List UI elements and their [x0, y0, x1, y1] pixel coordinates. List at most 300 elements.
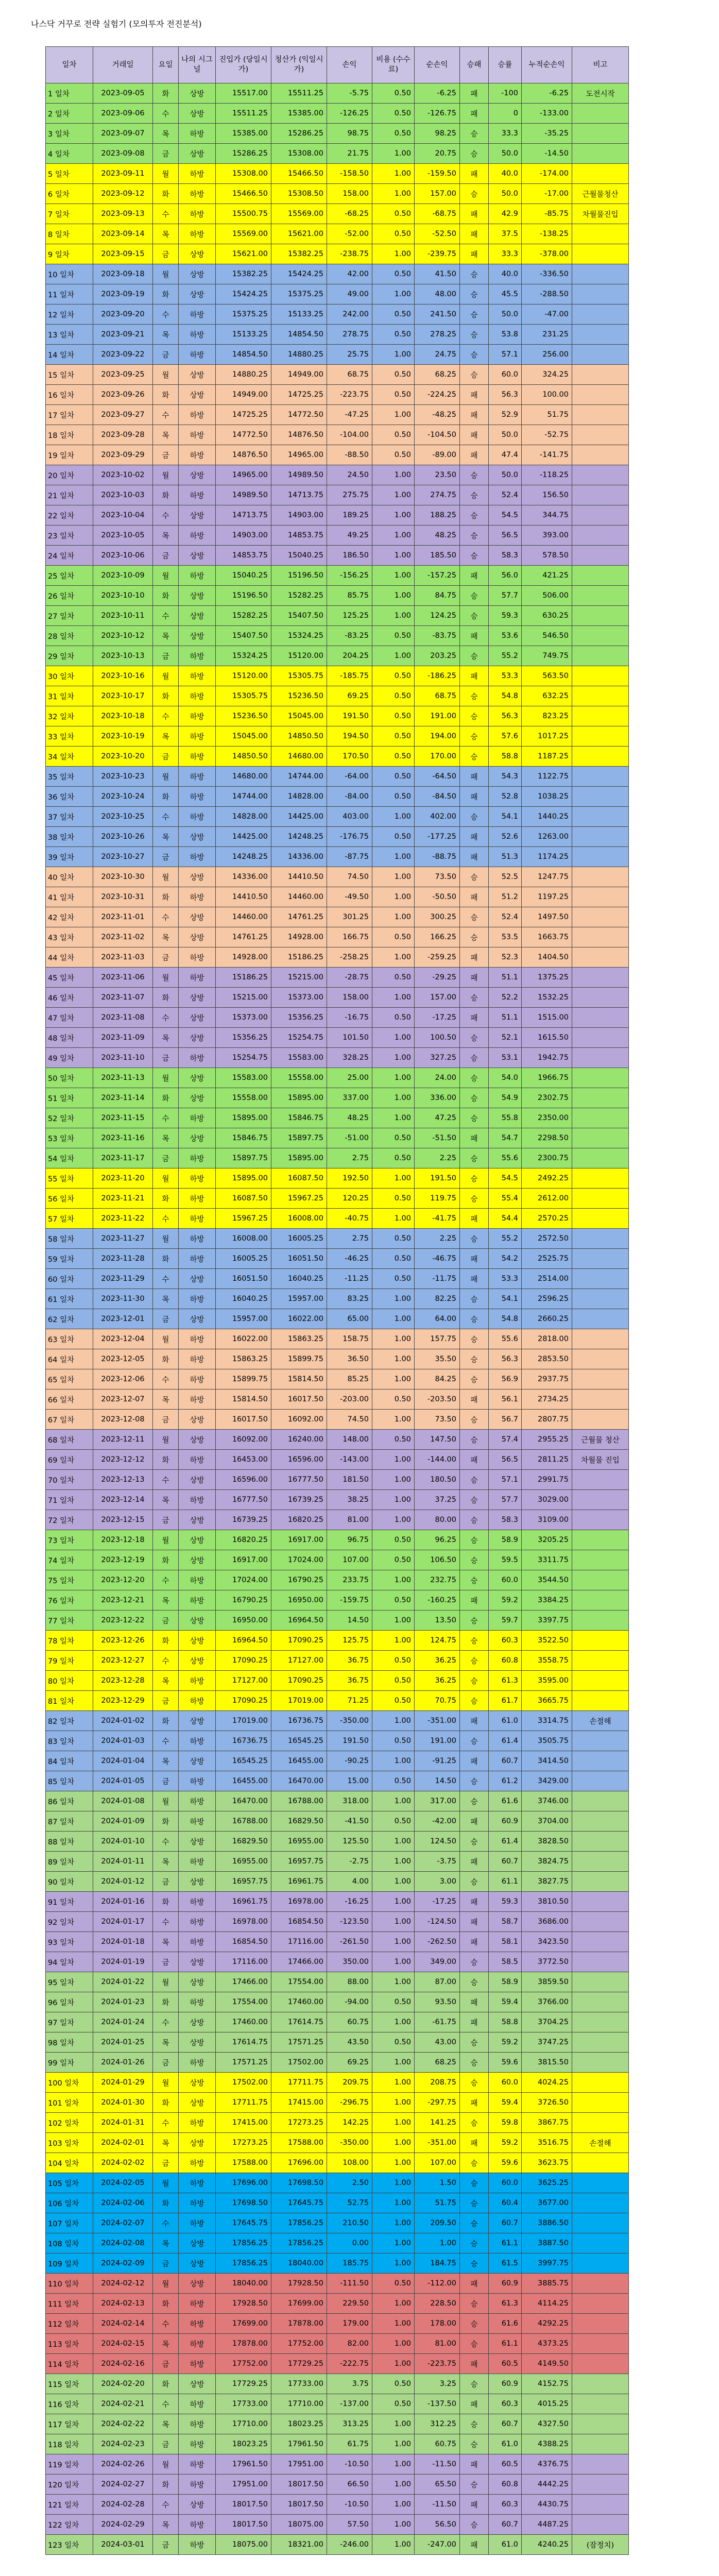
cell-weekday: 금: [153, 2053, 179, 2073]
page-title: 나스닥 거꾸로 전략 실험기 (모의투자 전진분석): [31, 19, 202, 29]
cell-net-pnl: 184.75: [415, 2253, 460, 2274]
cell-remarks: [572, 2434, 629, 2454]
cell-win-loss: 승: [460, 264, 489, 284]
table-row: [46, 566, 629, 586]
cell-day: 94 일차: [46, 1952, 93, 1972]
cell-signal: 상방: [179, 1832, 216, 1852]
cell-win-loss: 패: [460, 1892, 489, 1912]
cell-exit-price: 14460.00: [271, 887, 327, 907]
cell-exit-price: 17710.00: [271, 2394, 327, 2414]
cell-cumulative-pnl: 1122.75: [522, 767, 572, 787]
cell-win-loss: 패: [460, 1932, 489, 1952]
cell-day: 45 일차: [46, 968, 93, 988]
cell-trade-date: 2023-09-21: [93, 325, 153, 345]
cell-day: 31 일차: [46, 686, 93, 706]
cell-exit-price: 14903.00: [271, 505, 327, 526]
cell-cumulative-pnl: 546.50: [522, 626, 572, 646]
cell-cost: 1.00: [372, 1912, 415, 1932]
cell-exit-price: 17024.00: [271, 1550, 327, 1570]
cell-cost: 1.00: [372, 345, 415, 365]
cell-cost: 0.50: [372, 968, 415, 988]
table-row: [46, 1952, 629, 1972]
cell-win-loss: 승: [460, 505, 489, 526]
cell-win-loss: 패: [460, 968, 489, 988]
cell-signal: 하방: [179, 1249, 216, 1269]
cell-exit-price: 17502.00: [271, 2053, 327, 2073]
cell-pnl: -137.00: [327, 2394, 372, 2414]
cell-remarks: [572, 586, 629, 606]
cell-pnl: 61.75: [327, 2434, 372, 2454]
cell-entry-price: 14680.00: [216, 767, 271, 787]
cell-cost: 1.00: [372, 465, 415, 485]
cell-win-rate: 59.7: [489, 1611, 522, 1631]
cell-day: 5 일차: [46, 164, 93, 184]
cell-day: 101 일차: [46, 2093, 93, 2113]
cell-cost: 1.00: [372, 947, 415, 968]
cell-trade-date: 2023-10-20: [93, 747, 153, 767]
cell-weekday: 수: [153, 2113, 179, 2133]
cell-trade-date: 2023-12-27: [93, 1651, 153, 1671]
cell-pnl: -222.75: [327, 2354, 372, 2374]
cell-cost: 1.00: [372, 1872, 415, 1892]
cell-net-pnl: 36.25: [415, 1671, 460, 1691]
cell-remarks: [572, 787, 629, 807]
cell-cost: 1.00: [372, 1490, 415, 1510]
cell-pnl: -5.75: [327, 83, 372, 104]
cell-weekday: 수: [153, 1651, 179, 1671]
cell-win-loss: 승: [460, 2475, 489, 2495]
cell-trade-date: 2023-11-28: [93, 1249, 153, 1269]
cell-win-loss: 승: [460, 365, 489, 385]
cell-cumulative-pnl: 156.50: [522, 485, 572, 505]
cell-win-rate: 57.7: [489, 586, 522, 606]
cell-net-pnl: 60.75: [415, 2434, 460, 2454]
cell-trade-date: 2024-01-04: [93, 1751, 153, 1771]
cell-win-loss: 패: [460, 1711, 489, 1731]
cell-cost: 1.00: [372, 2414, 415, 2434]
cell-weekday: 목: [153, 626, 179, 646]
cell-entry-price: 17878.00: [216, 2334, 271, 2354]
cell-day: 121 일차: [46, 2495, 93, 2515]
cell-cost: 1.00: [372, 807, 415, 827]
cell-win-loss: 패: [460, 2454, 489, 2475]
cell-remarks: [572, 405, 629, 425]
cell-day: 50 일차: [46, 1068, 93, 1088]
cell-day: 117 일차: [46, 2414, 93, 2434]
cell-cost: 1.00: [372, 1892, 415, 1912]
cell-net-pnl: 188.25: [415, 505, 460, 526]
cell-entry-price: 15286.25: [216, 144, 271, 164]
cell-entry-price: 17554.00: [216, 1992, 271, 2012]
cell-entry-price: 17614.75: [216, 2032, 271, 2053]
cell-win-loss: 패: [460, 405, 489, 425]
cell-net-pnl: -61.75: [415, 2012, 460, 2032]
cell-pnl: 98.75: [327, 124, 372, 144]
cell-day: 46 일차: [46, 988, 93, 1008]
cell-cumulative-pnl: 3516.75: [522, 2133, 572, 2153]
cell-entry-price: 16777.50: [216, 1490, 271, 1510]
cell-signal: 하방: [179, 2053, 216, 2073]
cell-exit-price: 17696.00: [271, 2153, 327, 2173]
cell-weekday: 월: [153, 1068, 179, 1088]
cell-remarks: [572, 244, 629, 264]
table-row: [46, 244, 629, 264]
cell-cost: 1.00: [372, 1570, 415, 1590]
cell-pnl: -258.25: [327, 947, 372, 968]
cell-day: 48 일차: [46, 1028, 93, 1048]
cell-exit-price: 15373.00: [271, 988, 327, 1008]
cell-net-pnl: 24.75: [415, 345, 460, 365]
cell-signal: 상방: [179, 83, 216, 104]
cell-win-loss: 패: [460, 164, 489, 184]
cell-exit-price: 17588.00: [271, 2133, 327, 2153]
cell-win-rate: 54.8: [489, 686, 522, 706]
cell-day: 92 일차: [46, 1912, 93, 1932]
cell-exit-price: 15356.25: [271, 1008, 327, 1028]
cell-net-pnl: -177.25: [415, 827, 460, 847]
cell-pnl: 2.75: [327, 1148, 372, 1168]
cell-win-rate: 54.8: [489, 1309, 522, 1329]
cell-cost: 0.50: [372, 2274, 415, 2294]
cell-win-rate: 42.9: [489, 204, 522, 224]
cell-weekday: 금: [153, 2153, 179, 2173]
table-row: [46, 807, 629, 827]
cell-win-loss: 승: [460, 2414, 489, 2434]
cell-signal: 상방: [179, 2073, 216, 2093]
cell-entry-price: 16017.50: [216, 1410, 271, 1430]
table-row: [46, 345, 629, 365]
cell-trade-date: 2024-01-23: [93, 1992, 153, 2012]
cell-cumulative-pnl: 4388.25: [522, 2434, 572, 2454]
cell-trade-date: 2023-11-09: [93, 1028, 153, 1048]
table-row: [46, 2012, 629, 2032]
cell-pnl: 209.75: [327, 2073, 372, 2093]
cell-weekday: 금: [153, 2354, 179, 2374]
cell-cumulative-pnl: 3623.75: [522, 2153, 572, 2173]
cell-net-pnl: 65.50: [415, 2475, 460, 2495]
cell-cumulative-pnl: 3746.00: [522, 1791, 572, 1811]
cell-cost: 1.00: [372, 2193, 415, 2213]
cell-win-loss: 승: [460, 1550, 489, 1570]
cell-win-loss: 승: [460, 1229, 489, 1249]
cell-exit-price: 15186.25: [271, 947, 327, 968]
cell-cumulative-pnl: 1174.25: [522, 847, 572, 867]
cell-win-loss: 승: [460, 1430, 489, 1450]
cell-cumulative-pnl: 3625.25: [522, 2173, 572, 2193]
cell-win-loss: 패: [460, 566, 489, 586]
cell-trade-date: 2024-01-10: [93, 1832, 153, 1852]
cell-net-pnl: -137.50: [415, 2394, 460, 2414]
cell-remarks: [572, 847, 629, 867]
cell-signal: 상방: [179, 1470, 216, 1490]
table-row: [46, 2093, 629, 2113]
cell-day: 25 일차: [46, 566, 93, 586]
cell-net-pnl: 232.75: [415, 1570, 460, 1590]
cell-net-pnl: -259.25: [415, 947, 460, 968]
cell-net-pnl: -68.75: [415, 204, 460, 224]
cell-pnl: -41.50: [327, 1811, 372, 1832]
cell-cost: 1.00: [372, 2294, 415, 2314]
cell-cumulative-pnl: -52.75: [522, 425, 572, 445]
cell-cost: 0.50: [372, 1530, 415, 1550]
cell-cost: 1.00: [372, 1028, 415, 1048]
cell-weekday: 목: [153, 2032, 179, 2053]
header-pnl: 손익: [327, 47, 372, 83]
cell-day: 30 일차: [46, 666, 93, 686]
cell-win-rate: 52.4: [489, 907, 522, 927]
cell-win-rate: 50.0: [489, 144, 522, 164]
cell-weekday: 수: [153, 1108, 179, 1128]
cell-pnl: 21.75: [327, 144, 372, 164]
cell-win-loss: 패: [460, 244, 489, 264]
cell-weekday: 수: [153, 104, 179, 124]
cell-exit-price: 14850.50: [271, 726, 327, 747]
table-row: [46, 2475, 629, 2495]
cell-net-pnl: 180.50: [415, 1470, 460, 1490]
cell-win-loss: 패: [460, 1912, 489, 1932]
table-row: [46, 2193, 629, 2213]
cell-win-rate: 52.6: [489, 827, 522, 847]
cell-day: 36 일차: [46, 787, 93, 807]
cell-weekday: 목: [153, 2515, 179, 2535]
table-row: [46, 1389, 629, 1410]
cell-cost: 1.00: [372, 2475, 415, 2495]
cell-net-pnl: 157.00: [415, 988, 460, 1008]
cell-cost: 1.00: [372, 1209, 415, 1229]
cell-net-pnl: 3.25: [415, 2374, 460, 2394]
cell-weekday: 화: [153, 2093, 179, 2113]
cell-win-rate: 59.3: [489, 606, 522, 626]
cell-win-rate: 57.1: [489, 345, 522, 365]
cell-cost: 1.00: [372, 2053, 415, 2073]
cell-signal: 하방: [179, 1852, 216, 1872]
cell-pnl: 43.50: [327, 2032, 372, 2053]
cell-signal: 하방: [179, 1731, 216, 1751]
cell-cost: 1.00: [372, 1611, 415, 1631]
cell-day: 56 일차: [46, 1189, 93, 1209]
cell-net-pnl: -29.25: [415, 968, 460, 988]
cell-weekday: 월: [153, 666, 179, 686]
cell-day: 81 일차: [46, 1691, 93, 1711]
cell-day: 13 일차: [46, 325, 93, 345]
cell-pnl: 82.00: [327, 2334, 372, 2354]
cell-remarks: [572, 2012, 629, 2032]
cell-cumulative-pnl: 3414.50: [522, 1751, 572, 1771]
cell-cumulative-pnl: 3747.25: [522, 2032, 572, 2053]
cell-entry-price: 17024.00: [216, 1570, 271, 1590]
cell-pnl: -246.00: [327, 2535, 372, 2555]
cell-win-rate: 52.8: [489, 787, 522, 807]
cell-exit-price: 17116.00: [271, 1932, 327, 1952]
table-row: [46, 1369, 629, 1389]
cell-remarks: [572, 1731, 629, 1751]
cell-win-rate: 61.0: [489, 2434, 522, 2454]
cell-exit-price: 15569.00: [271, 204, 327, 224]
cell-cumulative-pnl: 4152.75: [522, 2374, 572, 2394]
table-row: [46, 1832, 629, 1852]
cell-trade-date: 2023-12-15: [93, 1510, 153, 1530]
cell-day: 49 일차: [46, 1048, 93, 1068]
cell-day: 99 일차: [46, 2053, 93, 2073]
cell-weekday: 목: [153, 124, 179, 144]
cell-win-rate: 57.4: [489, 1430, 522, 1450]
cell-pnl: 192.50: [327, 1168, 372, 1189]
cell-remarks: 손절해: [572, 1711, 629, 1731]
cell-day: 96 일차: [46, 1992, 93, 2012]
cell-exit-price: 16788.00: [271, 1791, 327, 1811]
cell-win-rate: 52.2: [489, 988, 522, 1008]
cell-weekday: 금: [153, 2434, 179, 2454]
cell-entry-price: 16829.50: [216, 1832, 271, 1852]
cell-trade-date: 2024-02-07: [93, 2213, 153, 2233]
cell-entry-price: 16040.25: [216, 1289, 271, 1309]
cell-day: 17 일차: [46, 405, 93, 425]
cell-win-rate: 61.1: [489, 1872, 522, 1892]
cell-signal: 상방: [179, 1008, 216, 1028]
cell-entry-price: 15254.75: [216, 1048, 271, 1068]
table-row: [46, 1791, 629, 1811]
cell-pnl: -176.75: [327, 827, 372, 847]
cell-signal: 상방: [179, 1128, 216, 1148]
cell-signal: 상방: [179, 988, 216, 1008]
cell-day: 52 일차: [46, 1108, 93, 1128]
cell-remarks: [572, 1631, 629, 1651]
cell-net-pnl: 24.00: [415, 1068, 460, 1088]
cell-cost: 1.00: [372, 1832, 415, 1852]
cell-trade-date: 2023-09-12: [93, 184, 153, 204]
cell-cost: 1.00: [372, 2133, 415, 2153]
cell-signal: 하방: [179, 345, 216, 365]
cell-remarks: [572, 1068, 629, 1088]
cell-entry-price: 16545.25: [216, 1751, 271, 1771]
cell-cumulative-pnl: 3429.00: [522, 1771, 572, 1791]
cell-exit-price: 15897.75: [271, 1128, 327, 1148]
cell-remarks: [572, 747, 629, 767]
cell-day: 76 일차: [46, 1590, 93, 1611]
cell-net-pnl: 191.00: [415, 1731, 460, 1751]
cell-cost: 1.00: [372, 1309, 415, 1329]
cell-entry-price: 14713.75: [216, 505, 271, 526]
cell-day: 83 일차: [46, 1731, 93, 1751]
cell-signal: 하방: [179, 2213, 216, 2233]
table-row: [46, 465, 629, 485]
cell-cumulative-pnl: -141.75: [522, 445, 572, 465]
cell-cost: 0.50: [372, 787, 415, 807]
cell-cumulative-pnl: 4376.75: [522, 2454, 572, 2475]
cell-trade-date: 2023-09-28: [93, 425, 153, 445]
cell-exit-price: 17090.25: [271, 1671, 327, 1691]
cell-trade-date: 2023-09-11: [93, 164, 153, 184]
cell-net-pnl: -51.50: [415, 1128, 460, 1148]
cell-cumulative-pnl: 2350.00: [522, 1108, 572, 1128]
cell-signal: 하방: [179, 1771, 216, 1791]
cell-net-pnl: 157.00: [415, 184, 460, 204]
cell-win-loss: 승: [460, 1731, 489, 1751]
cell-net-pnl: -351.00: [415, 1711, 460, 1731]
cell-entry-price: 15500.75: [216, 204, 271, 224]
cell-net-pnl: -50.50: [415, 887, 460, 907]
cell-remarks: [572, 1671, 629, 1691]
cell-weekday: 금: [153, 1691, 179, 1711]
cell-signal: 상방: [179, 1410, 216, 1430]
cell-pnl: 158.00: [327, 184, 372, 204]
cell-win-rate: 58.5: [489, 1952, 522, 1972]
cell-net-pnl: -126.75: [415, 104, 460, 124]
cell-win-rate: 51.3: [489, 847, 522, 867]
cell-remarks: [572, 2374, 629, 2394]
cell-weekday: 목: [153, 1289, 179, 1309]
table-row: [46, 1731, 629, 1751]
cell-remarks: [572, 1872, 629, 1892]
cell-win-rate: 60.4: [489, 2193, 522, 2213]
cell-trade-date: 2023-09-18: [93, 264, 153, 284]
cell-weekday: 목: [153, 425, 179, 445]
trading-log-table: [45, 46, 629, 2555]
cell-entry-price: 14828.00: [216, 807, 271, 827]
cell-entry-price: 17571.25: [216, 2053, 271, 2073]
cell-trade-date: 2024-02-09: [93, 2253, 153, 2274]
cell-exit-price: 15895.00: [271, 1088, 327, 1108]
cell-cumulative-pnl: 2807.75: [522, 1410, 572, 1430]
cell-pnl: -49.50: [327, 887, 372, 907]
cell-cost: 1.00: [372, 907, 415, 927]
cell-weekday: 월: [153, 2073, 179, 2093]
cell-pnl: 36.75: [327, 1651, 372, 1671]
cell-exit-price: 15814.50: [271, 1369, 327, 1389]
cell-trade-date: 2023-10-24: [93, 787, 153, 807]
cell-net-pnl: 191.00: [415, 706, 460, 726]
table-row: [46, 1590, 629, 1611]
cell-trade-date: 2023-12-29: [93, 1691, 153, 1711]
cell-exit-price: 15957.00: [271, 1289, 327, 1309]
cell-trade-date: 2024-01-25: [93, 2032, 153, 2053]
cell-signal: 하방: [179, 767, 216, 787]
cell-day: 118 일차: [46, 2434, 93, 2454]
cell-net-pnl: -144.00: [415, 1450, 460, 1470]
cell-remarks: 도전시작: [572, 83, 629, 104]
cell-pnl: -40.75: [327, 1209, 372, 1229]
cell-entry-price: 14761.25: [216, 927, 271, 947]
cell-cumulative-pnl: 1017.25: [522, 726, 572, 747]
cell-cost: 1.00: [372, 646, 415, 666]
cell-weekday: 수: [153, 405, 179, 425]
cell-trade-date: 2024-01-19: [93, 1952, 153, 1972]
cell-entry-price: 18040.00: [216, 2274, 271, 2294]
cell-pnl: 88.00: [327, 1972, 372, 1992]
cell-win-loss: 승: [460, 345, 489, 365]
table-row: [46, 1349, 629, 1369]
cell-weekday: 월: [153, 2454, 179, 2475]
cell-cost: 0.50: [372, 224, 415, 244]
table-row: [46, 2213, 629, 2233]
cell-weekday: 월: [153, 1229, 179, 1249]
cell-exit-price: 14949.00: [271, 365, 327, 385]
cell-signal: 상방: [179, 606, 216, 626]
cell-win-rate: 54.1: [489, 807, 522, 827]
cell-trade-date: 2023-12-28: [93, 1671, 153, 1691]
cell-remarks: [572, 988, 629, 1008]
cell-net-pnl: -91.25: [415, 1751, 460, 1771]
cell-exit-price: 15308.00: [271, 144, 327, 164]
cell-trade-date: 2023-10-27: [93, 847, 153, 867]
cell-pnl: 68.75: [327, 365, 372, 385]
cell-day: 38 일차: [46, 827, 93, 847]
cell-day: 12 일차: [46, 304, 93, 325]
cell-trade-date: 2023-11-20: [93, 1168, 153, 1189]
cell-trade-date: 2023-12-07: [93, 1389, 153, 1410]
cell-day: 69 일차: [46, 1450, 93, 1470]
cell-cumulative-pnl: 4149.50: [522, 2354, 572, 2374]
